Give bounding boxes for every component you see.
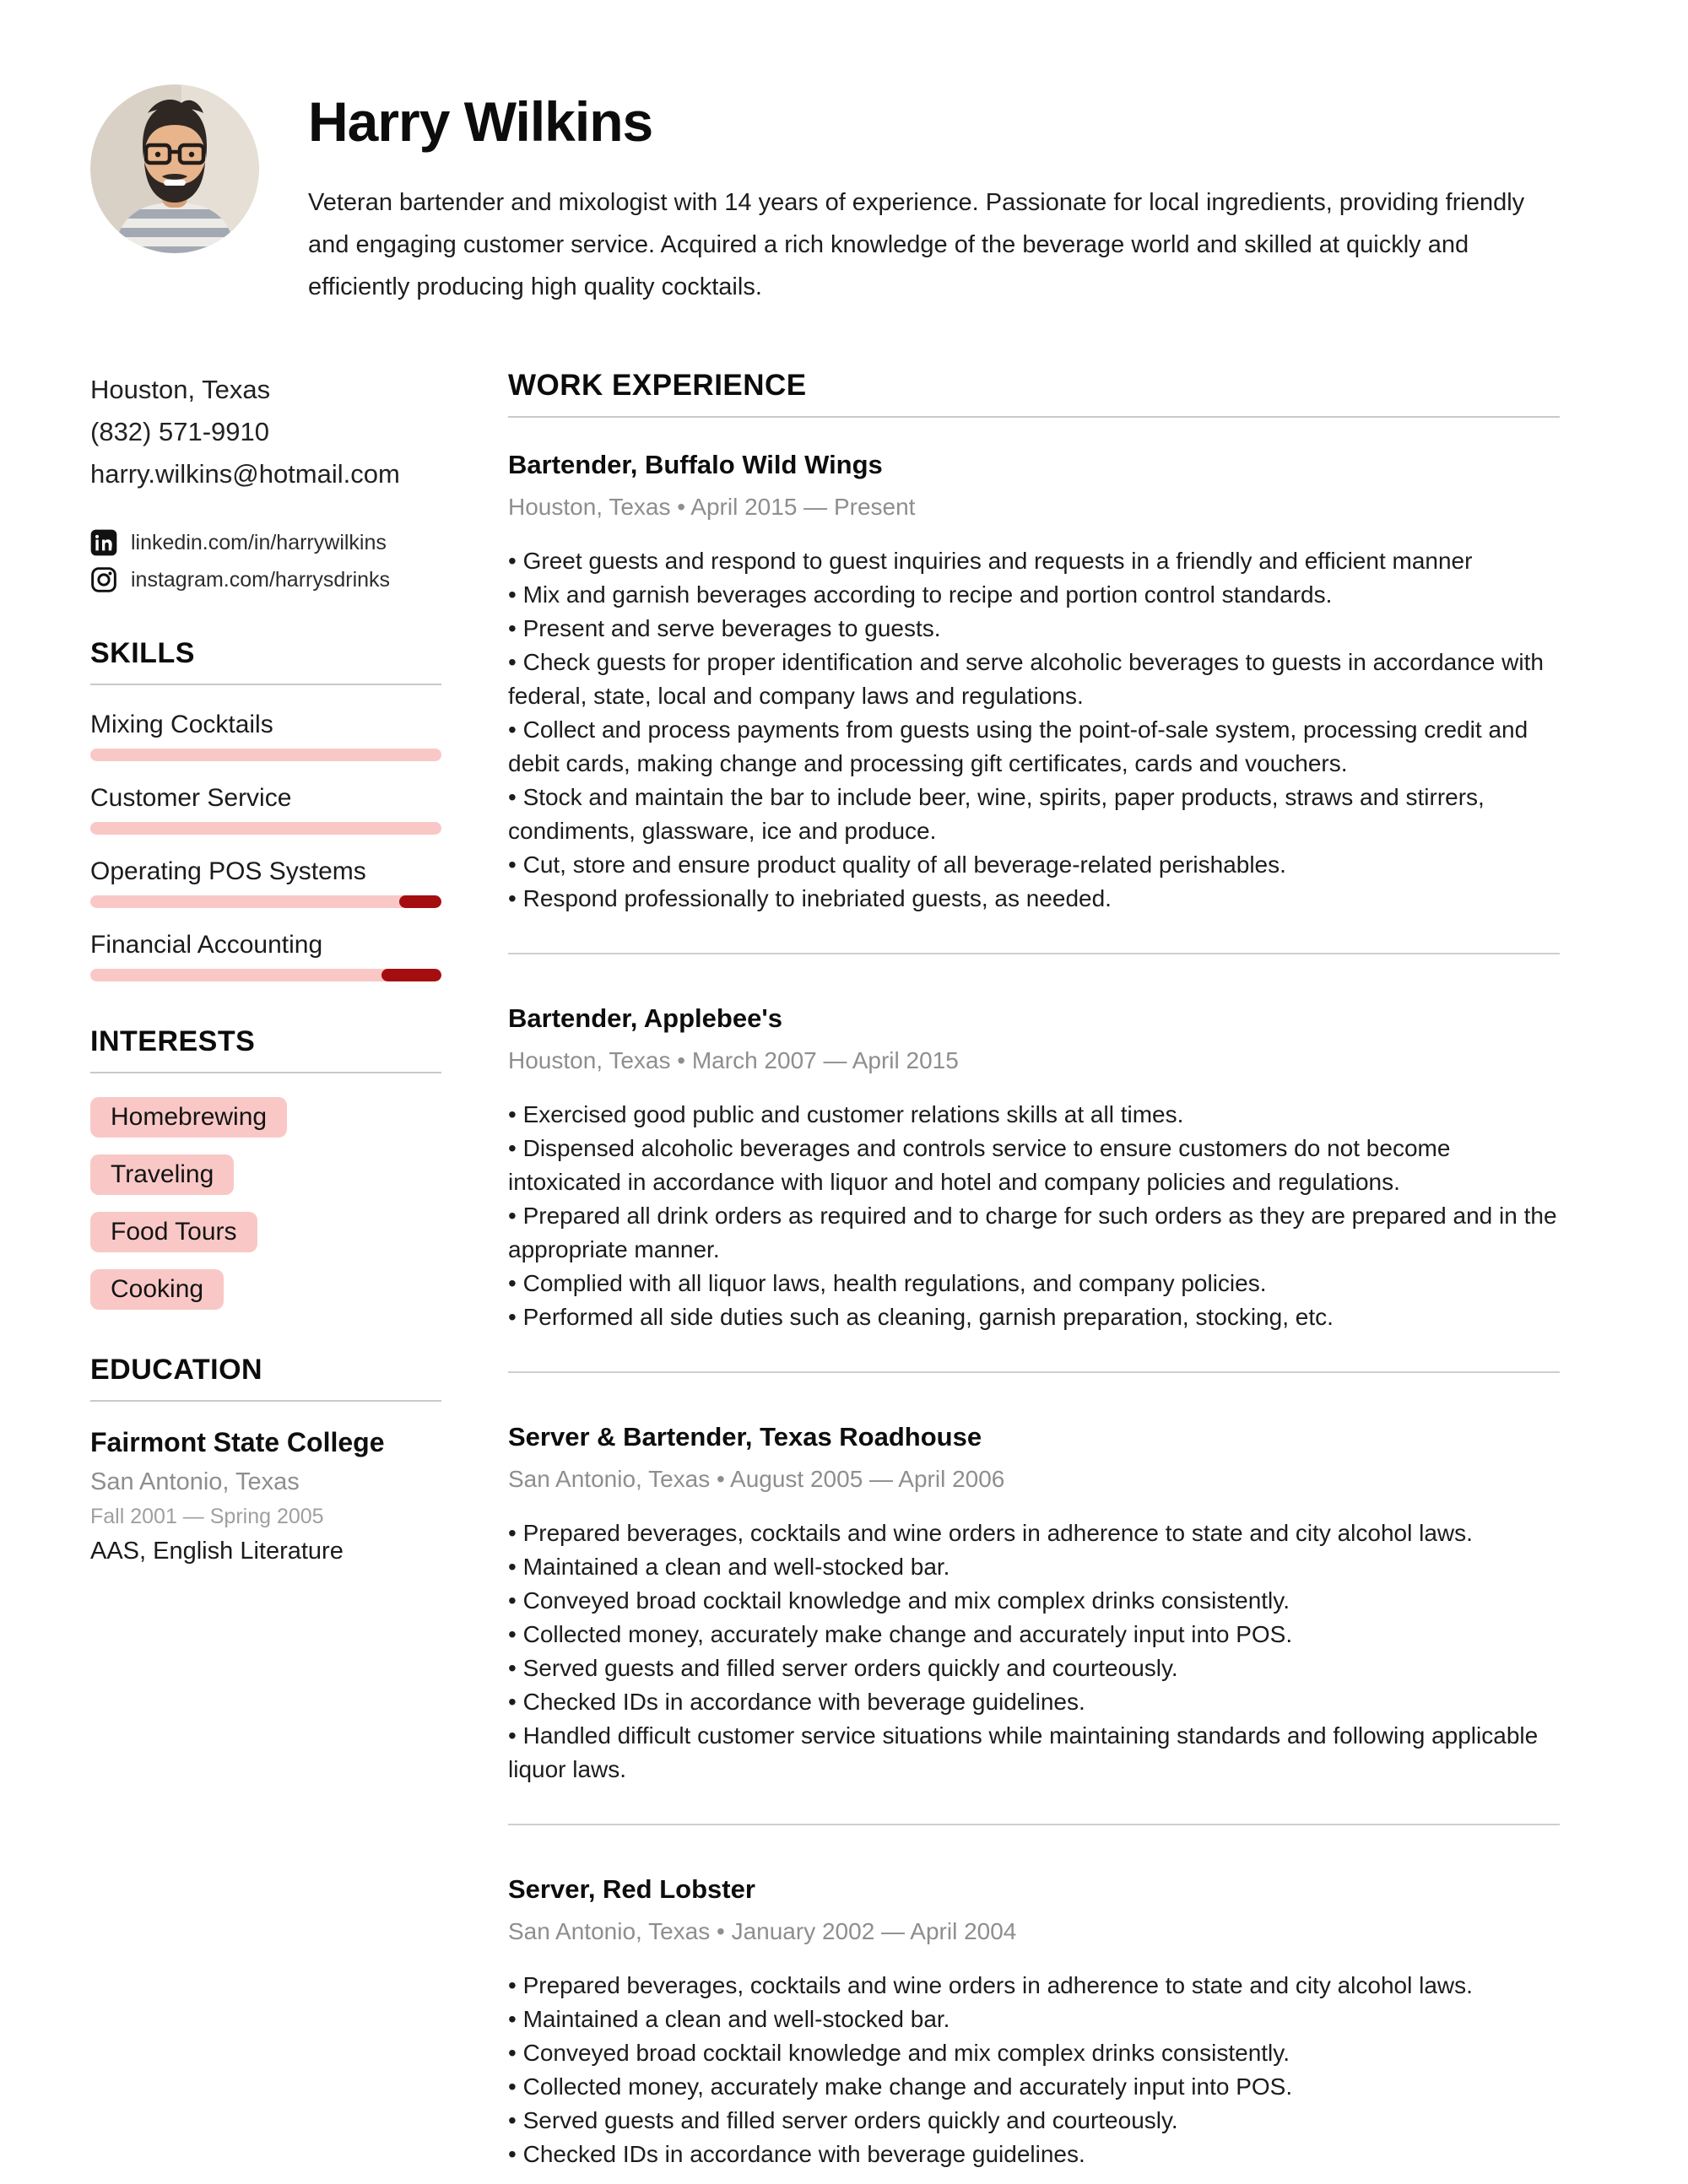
job-bullet: • Maintained a clean and well-stocked bar. <box>508 2003 1560 2036</box>
job-bullet: • Cut, store and ensure product quality of all beverage-related perishables. <box>508 848 1560 882</box>
job-title: Server & Bartender, Texas Roadhouse <box>508 1422 982 1452</box>
skill-name: Mixing Cocktails <box>90 711 273 739</box>
skill-item <box>90 931 441 981</box>
job-bullet: • Present and serve beverages to guests. <box>508 612 1560 646</box>
interest-chip: Homebrewing <box>90 1097 287 1138</box>
instagram-link[interactable] <box>90 566 441 593</box>
job-bullet: • Prepared all drink orders as required and to charge for such orders as they are prepared and in the appropriate manner. <box>508 1199 1560 1267</box>
contact-email: harry.wilkins@hotmail.com <box>90 459 400 489</box>
job-bullet: • Stock and maintain the bar to include beer, wine, spirits, paper products, straws and stirrers, condiments, glassware, ice and produce. <box>508 781 1560 848</box>
contact-phone: (832) 571-9910 <box>90 417 269 447</box>
job-entry <box>508 450 1560 916</box>
job-bullet: • Greet guests and respond to guest inquiries and requests in a friendly and efficient manner <box>508 544 1560 578</box>
education-school: Fairmont State College <box>90 1427 385 1458</box>
header <box>90 84 1560 308</box>
job-entry <box>508 1824 1560 2171</box>
skill-bar-accent <box>381 969 441 981</box>
job-title: Bartender, Applebee's <box>508 1003 782 1034</box>
social-links <box>90 529 441 593</box>
job-bullets <box>508 1098 1560 1334</box>
job-list <box>508 450 1560 2171</box>
job-entry <box>508 953 1560 1334</box>
contact-location: Houston, Texas <box>90 375 271 405</box>
job-meta: Houston, Texas • March 2007 — April 2015 <box>508 1047 959 1074</box>
skill-name: Customer Service <box>90 784 292 813</box>
contact-block <box>90 369 441 495</box>
job-bullet: • Checked IDs in accordance with beverage guidelines. <box>508 1685 1560 1719</box>
job-bullet: • Prepared beverages, cocktails and wine orders in adherence to state and city alcohol laws. <box>508 1969 1560 2003</box>
skills-list <box>90 711 441 981</box>
instagram-url: instagram.com/harrysdrinks <box>131 567 391 592</box>
job-bullet: • Conveyed broad cocktail knowledge and mix complex drinks consistently. <box>508 1584 1560 1618</box>
education-degree: AAS, English Literature <box>90 1538 344 1565</box>
job-bullet: • Prepared beverages, cocktails and wine orders in adherence to state and city alcohol laws. <box>508 1516 1560 1550</box>
job-meta: Houston, Texas • April 2015 — Present <box>508 494 916 521</box>
job-bullet: • Conveyed broad cocktail knowledge and mix complex drinks consistently. <box>508 2036 1560 2070</box>
job-meta: San Antonio, Texas • August 2005 — April 2006 <box>508 1466 1005 1493</box>
job-bullet: • Collected money, accurately make change and accurately input into POS. <box>508 2070 1560 2104</box>
skill-bar-accent <box>399 895 441 908</box>
job-bullet: • Collected money, accurately make change and accurately input into POS. <box>508 1618 1560 1652</box>
job-bullet: • Mix and garnish beverages according to recipe and portion control standards. <box>508 578 1560 612</box>
interests-heading: INTERESTS <box>90 1025 441 1073</box>
job-bullet: • Complied with all liquor laws, health regulations, and company policies. <box>508 1267 1560 1300</box>
content-columns <box>90 369 1560 2171</box>
skill-item <box>90 711 441 761</box>
skill-name: Operating POS Systems <box>90 857 366 886</box>
job-bullet: • Performed all side duties such as cleaning, garnish preparation, stocking, etc. <box>508 1300 1560 1334</box>
job-title: Bartender, Buffalo Wild Wings <box>508 450 883 480</box>
interest-chip: Cooking <box>90 1269 224 1310</box>
education-location: San Antonio, Texas <box>90 1468 300 1496</box>
linkedin-url: linkedin.com/in/harrywilkins <box>131 530 387 554</box>
job-bullet: • Exercised good public and customer relations skills at all times. <box>508 1098 1560 1132</box>
job-bullet: • Check guests for proper identification and serve alcoholic beverages to guests in accordance with federal, state, local and company laws and regulations. <box>508 646 1560 713</box>
job-bullets <box>508 1516 1560 1787</box>
sidebar <box>90 369 441 2171</box>
skill-bar <box>90 822 441 835</box>
instagram-icon <box>90 566 117 593</box>
job-bullet: • Collect and process payments from guests using the point-of-sale system, processing credit and debit cards, making change and processing gift certificates, cards and vouchers. <box>508 713 1560 781</box>
job-meta: San Antonio, Texas • January 2002 — April 2004 <box>508 1918 1017 1945</box>
avatar-photo <box>90 84 259 253</box>
main-column <box>508 369 1560 2171</box>
education-entry <box>90 1427 441 1565</box>
linkedin-icon <box>90 529 117 556</box>
job-bullet: • Respond professionally to inebriated guests, as needed. <box>508 882 1560 916</box>
skill-bar <box>90 749 441 761</box>
skill-item <box>90 857 441 908</box>
page-title: Harry Wilkins <box>308 90 653 153</box>
skills-heading: SKILLS <box>90 637 441 685</box>
skill-bar <box>90 895 441 908</box>
work-experience-heading: WORK EXPERIENCE <box>508 369 1560 418</box>
job-bullets <box>508 544 1560 916</box>
header-text <box>308 84 1540 308</box>
job-bullet: • Served guests and filled server orders quickly and courteously. <box>508 1652 1560 1685</box>
skill-bar <box>90 969 441 981</box>
linkedin-link[interactable] <box>90 529 441 556</box>
summary-text: Veteran bartender and mixologist with 14 years of experience. Passionate for local ingredients, providing friendly and engaging customer service. Acquired a rich knowledge of the beverage world and skilled at quickly and efficiently producing high quality cocktails. <box>308 189 1525 301</box>
interest-chip: Food Tours <box>90 1212 257 1252</box>
skill-item <box>90 784 441 835</box>
job-bullet: • Checked IDs in accordance with beverage guidelines. <box>508 2138 1560 2171</box>
job-title: Server, Red Lobster <box>508 1874 755 1905</box>
job-entry <box>508 1371 1560 1787</box>
skill-name: Financial Accounting <box>90 931 323 960</box>
education-dates: Fall 2001 — Spring 2005 <box>90 1505 324 1529</box>
interest-chip: Traveling <box>90 1154 234 1195</box>
job-bullets <box>508 1969 1560 2171</box>
job-bullet: • Maintained a clean and well-stocked bar. <box>508 1550 1560 1584</box>
education-heading: EDUCATION <box>90 1354 441 1402</box>
avatar <box>90 84 259 253</box>
interests-list <box>90 1097 413 1310</box>
job-bullet: • Served guests and filled server orders quickly and courteously. <box>508 2104 1560 2138</box>
job-bullet: • Dispensed alcoholic beverages and controls service to ensure customers do not become intoxicated in accordance with liquor and hotel and company policies and regulations. <box>508 1132 1560 1199</box>
job-bullet: • Handled difficult customer service situations while maintaining standards and following applicable liquor laws. <box>508 1719 1560 1787</box>
